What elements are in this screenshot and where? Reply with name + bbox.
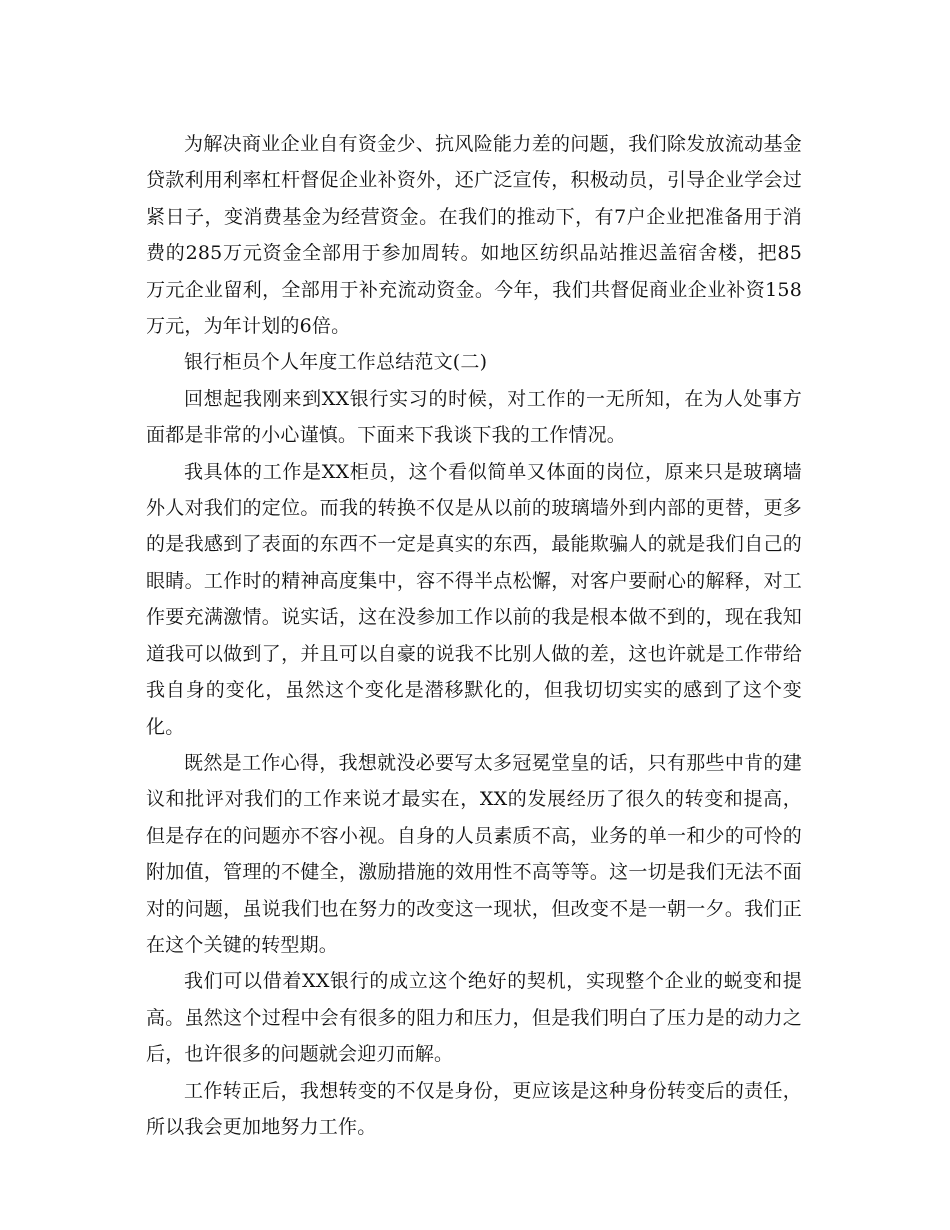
paragraph-opportunity: 我们可以借着XX银行的成立这个绝好的契机，实现整个企业的蜕变和提高。虽然这个过程中会有很多的阻力和压力，但是我们明白了压力是的动力之后，也许很多的问题就会迎刃而解。 [146,970,802,1066]
paragraph-capital-supplement: 为解决商业企业自有资金少、抗风险能力差的问题，我们除发放流动基金贷款利用利率杠杆督促企业补资外，还广泛宣传，积极动员，引导企业学会过紧日子，变消费基金为经营资金。在我们的推动下，有7户企业把准备用于消费的285万元资金全部用于参加周转。如地区纺织品站推迟盖宿舍楼，把85万元企业留利，全部用于补充流动资金。今年，我们共督促商业企业补资158万元，为年计划的6倍。 [146,133,802,338]
paragraph-internship-intro: 回想起我刚来到XX银行实习的时候，对工作的一无所知，在为人处事方面都是非常的小心谨慎。下面来下我谈下我的工作情况。 [146,387,802,447]
paragraph-teller-role: 我具体的工作是XX柜员，这个看似简单又体面的岗位，原来只是玻璃墙外人对我们的定位。而我的转换不仅是从以前的玻璃墙外到内部的更替，更多的是我感到了表面的东西不一定是真实的东西，最能欺骗人的就是我们自己的眼睛。工作时的精神高度集中，容不得半点松懈，对客户要耐心的解释，对工作要充满激情。说实话，这在没参加工作以前的我是根本做不到的，现在我知道我可以做到了，并且可以自豪的说我不比别人做的差，这也许就是工作带给我自身的变化，虽然这个变化是潜移默化的，但我切切实实的感到了这个变化。 [146,460,802,738]
paragraph-conclusion: 工作转正后，我想转变的不仅是身份，更应该是这种身份转变后的责任，所以我会更加地努力工作。 [146,1079,802,1138]
section-heading: 银行柜员个人年度工作总结范文(二) [184,351,488,374]
paragraph-work-reflection: 既然是工作心得，我想就没必要写太多冠冕堂皇的话，只有那些中肯的建议和批评对我们的工作来说才最实在，XX的发展经历了很久的转变和提高，但是存在的问题亦不容小视。自身的人员素质不高，业务的单一和少的可怜的附加值，管理的不健全，激励措施的效用性不高等等。这一切是我们无法不面对的问题，虽说我们也在努力的改变这一现状，但改变不是一朝一夕。我们正在这个关键的转型期。 [146,751,802,956]
document-body [146,126,802,1145]
